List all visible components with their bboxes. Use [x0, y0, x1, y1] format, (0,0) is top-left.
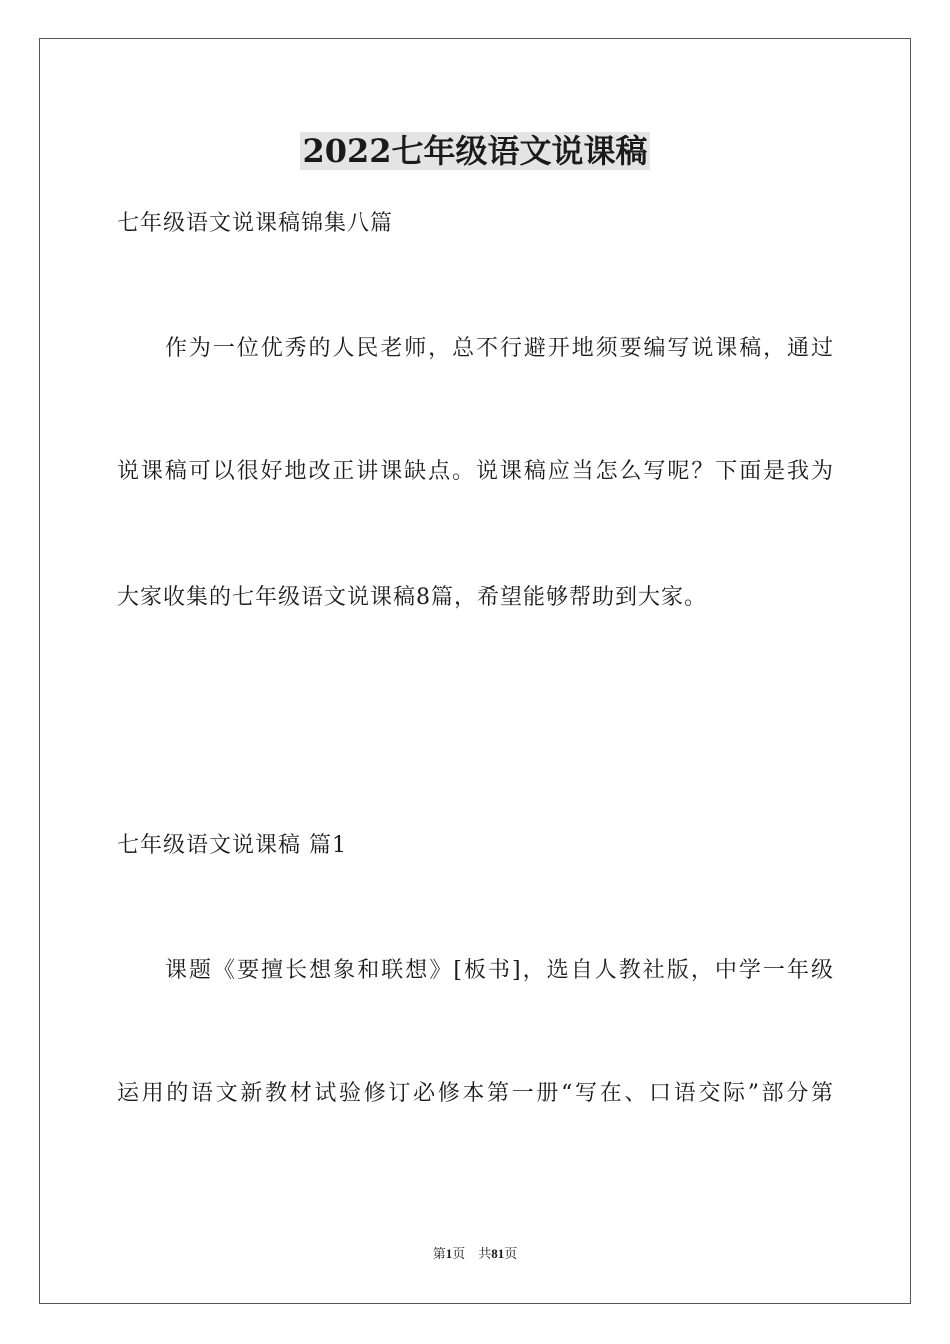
intro-paragraph-line: 作为一位优秀的人民老师，总不行避开地须要编写说课稿，通过 [165, 336, 833, 361]
document-title-text: 2022七年级语文说课稿 [302, 132, 648, 170]
footer-page-number: 1 [445, 1246, 453, 1261]
section-heading: 七年级语文说课稿 篇1 [117, 833, 347, 858]
footer-total-prefix: 共 [478, 1246, 492, 1261]
footer-total-pages: 81 [491, 1246, 505, 1261]
footer-page-suffix: 页 [452, 1246, 466, 1261]
intro-paragraph-line: 大家收集的七年级语文说课稿8篇，希望能够帮助到大家。 [117, 585, 707, 610]
footer-page-prefix: 第 [432, 1246, 446, 1261]
document-subtitle: 七年级语文说课稿锦集八篇 [117, 211, 394, 236]
footer-total-suffix: 页 [504, 1246, 518, 1261]
intro-paragraph-line: 说课稿可以很好地改正讲课缺点。说课稿应当怎么写呢？下面是我为 [117, 459, 833, 484]
section-paragraph-line: 课题《要擅长想象和联想》[板书]，选自人教社版，中学一年级 [165, 958, 833, 983]
section-paragraph-line: 运用的语文新教材试验修订必修本第一册“写在、口语交际”部分第 [117, 1081, 833, 1106]
document-title [0, 126, 950, 176]
page-footer [0, 1244, 950, 1264]
